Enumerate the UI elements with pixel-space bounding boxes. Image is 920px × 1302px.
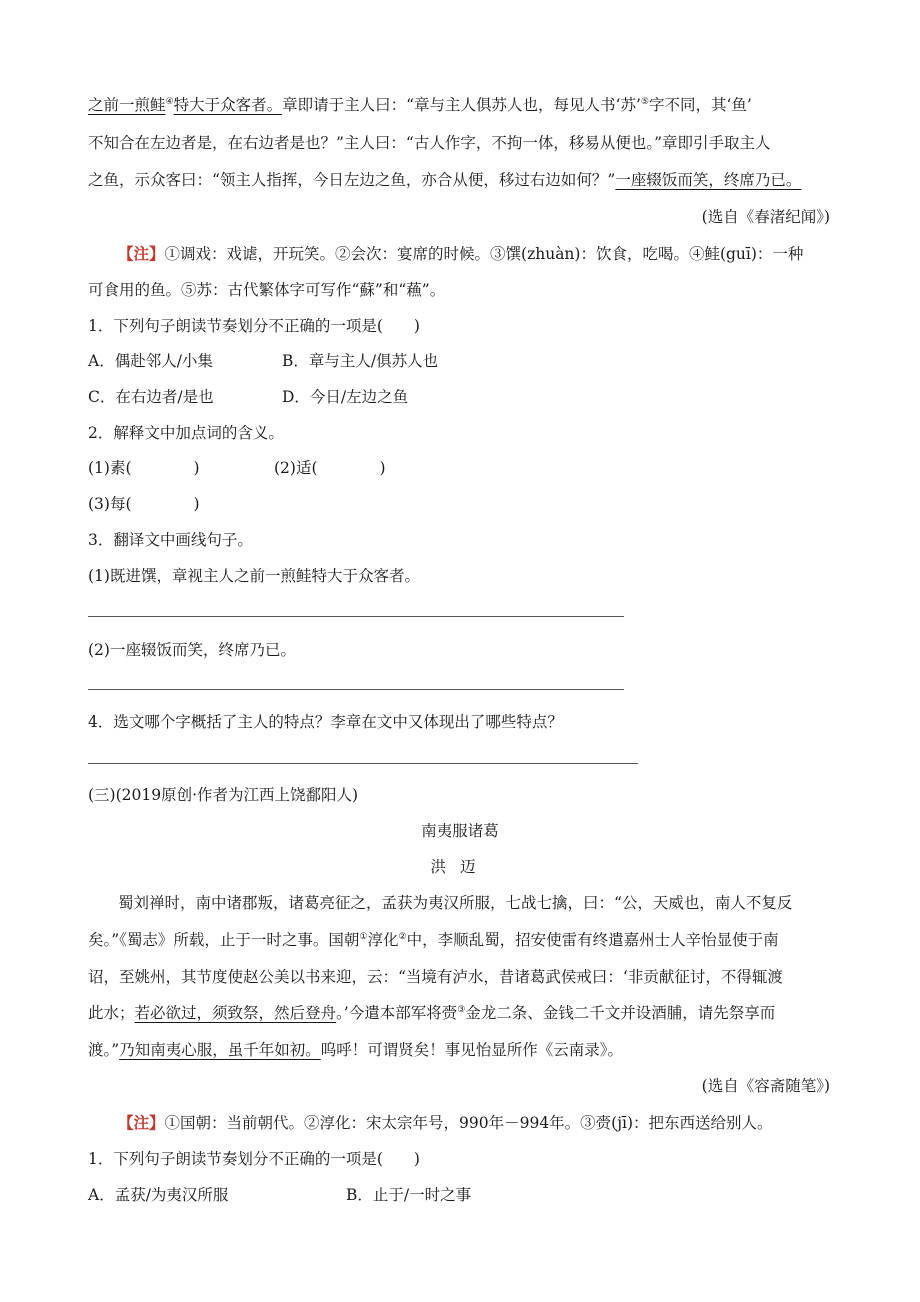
passage-title: 南夷服诸葛 bbox=[421, 822, 499, 840]
passage-line bbox=[88, 1039, 623, 1061]
underlined-sentence: 特大于众客者。 bbox=[173, 96, 283, 114]
passage-text: 淳化 bbox=[367, 931, 399, 949]
passage-line bbox=[88, 1002, 775, 1024]
passage-line bbox=[88, 94, 752, 116]
question-1: 1．下列句子朗读节奏划分不正确的一项是( ) bbox=[88, 1150, 420, 1168]
passage-text: 章即请于主人曰：“章与主人俱苏人也，每见人书‘苏’ bbox=[282, 96, 641, 114]
passage-line: 诏，至姚州，其节度使赵公美以书来迎，云：“当境有泸水，昔诸葛武侯戒曰：‘非贡献征讨，不得辄渡 bbox=[88, 968, 783, 986]
passage-text: 金龙二条、金钱二千文并设酒脯，请先祭享而 bbox=[465, 1004, 776, 1022]
blank-3[interactable]: (3)每( ) bbox=[88, 495, 200, 513]
footnote-marker: ② bbox=[398, 932, 407, 942]
passage-line bbox=[88, 929, 779, 951]
underlined-sentence: 之前一煎鲑 bbox=[88, 96, 166, 114]
passage-text: 矣。”《蜀志》所载，止于一时之事。国朝 bbox=[88, 931, 360, 949]
option-a: A．孟获/为夷汉所服 bbox=[88, 1186, 229, 1204]
footnote-marker: ④ bbox=[165, 97, 174, 107]
answer-line[interactable] bbox=[88, 616, 624, 617]
passage-line bbox=[88, 169, 801, 191]
question-2: 2．解释文中加点词的含义。 bbox=[88, 424, 284, 442]
passage-author: 洪迈 bbox=[430, 858, 490, 876]
passage-text: 此水； bbox=[88, 1004, 135, 1022]
option-b: B．章与主人/俱苏人也 bbox=[282, 352, 439, 370]
note-text: ①国朝：当前朝代。②淳化：宋太宗年号，990年－994年。③赍(jī)：把东西送给别人。 bbox=[164, 1114, 773, 1132]
passage-text: 之鱼，示众客曰：“领主人指挥，今日左边之鱼，亦合从便，移过右边如何？” bbox=[88, 171, 616, 189]
answer-line[interactable] bbox=[88, 689, 624, 690]
passage-line: 蜀刘禅时，南中诸郡叛，诸葛亮征之，孟获为夷汉所服，七战七擒，曰：“公，天威也，南人不复反 bbox=[118, 894, 793, 912]
question-3: 3．翻译文中画线句子。 bbox=[88, 531, 253, 549]
note-text: ①调戏：戏谑，开玩笑。②会次：宴席的时候。③馔(zhuàn)：饮食，吃喝。④鲑(guī)：一种 bbox=[164, 245, 804, 263]
passage-text: 中，李顺乱蜀，招安使雷有终遣嘉州士人辛怡显使于南 bbox=[406, 931, 779, 949]
note-tag: 【注】 bbox=[118, 1113, 165, 1132]
blank-2[interactable]: (2)适( ) bbox=[274, 459, 386, 477]
question-1: 1．下列句子朗读节奏划分不正确的一项是( ) bbox=[88, 317, 420, 335]
answer-line[interactable] bbox=[88, 763, 638, 764]
passage-line: 不知合在左边者是，在右边者是也？”主人曰：“古人作字，不拘一体，移易从便也。”章即引手取主人 bbox=[88, 134, 771, 152]
passage-text: 。’今遣本部军将赍 bbox=[336, 1004, 458, 1022]
passage-text: 字不同，其‘鱼’ bbox=[648, 96, 752, 114]
footnote-marker: ⑤ bbox=[640, 97, 649, 107]
question-4: 4．选文哪个字概括了主人的特点？李章在文中又体现出了哪些特点？ bbox=[88, 713, 563, 731]
underlined-sentence: 若必欲过，须致祭，然后登舟 bbox=[134, 1004, 337, 1022]
note-line: 可食用的鱼。⑤苏：古代繁体字可写作“蘇”和“蘓”。 bbox=[88, 281, 446, 299]
note-tag: 【注】 bbox=[118, 244, 165, 263]
option-b: B．止于/一时之事 bbox=[346, 1186, 472, 1204]
section-header: (三)(2019原创·作者为江西上饶鄱阳人) bbox=[88, 786, 359, 804]
option-d: D．今日/左边之鱼 bbox=[282, 388, 409, 406]
translate-2: (2)一座辍饭而笑，终席乃已。 bbox=[88, 641, 296, 659]
passage-text: 渡。” bbox=[88, 1041, 120, 1059]
option-c: C．在右边者/是也 bbox=[88, 388, 214, 406]
translate-1: (1)既进馔，章视主人之前一煎鲑特大于众客者。 bbox=[88, 567, 420, 585]
footnote-marker: ① bbox=[359, 932, 368, 942]
option-a: A．偶赴邻人/小集 bbox=[88, 352, 213, 370]
source-citation: (选自《容斋随笔》) bbox=[701, 1077, 830, 1095]
note-line bbox=[118, 243, 803, 265]
note-line bbox=[118, 1112, 773, 1134]
underlined-sentence: 一座辍饭而笑，终席乃已。 bbox=[615, 171, 802, 189]
underlined-sentence: 乃知南夷心服，虽千年如初。 bbox=[119, 1041, 321, 1059]
source-citation: (选自《春渚纪闻》) bbox=[701, 208, 830, 226]
footnote-marker: ③ bbox=[457, 1005, 466, 1015]
blank-1[interactable]: (1)素( ) bbox=[88, 459, 200, 477]
passage-text: 呜呼！可谓贤矣！事见怡显所作《云南录》。 bbox=[320, 1041, 623, 1059]
